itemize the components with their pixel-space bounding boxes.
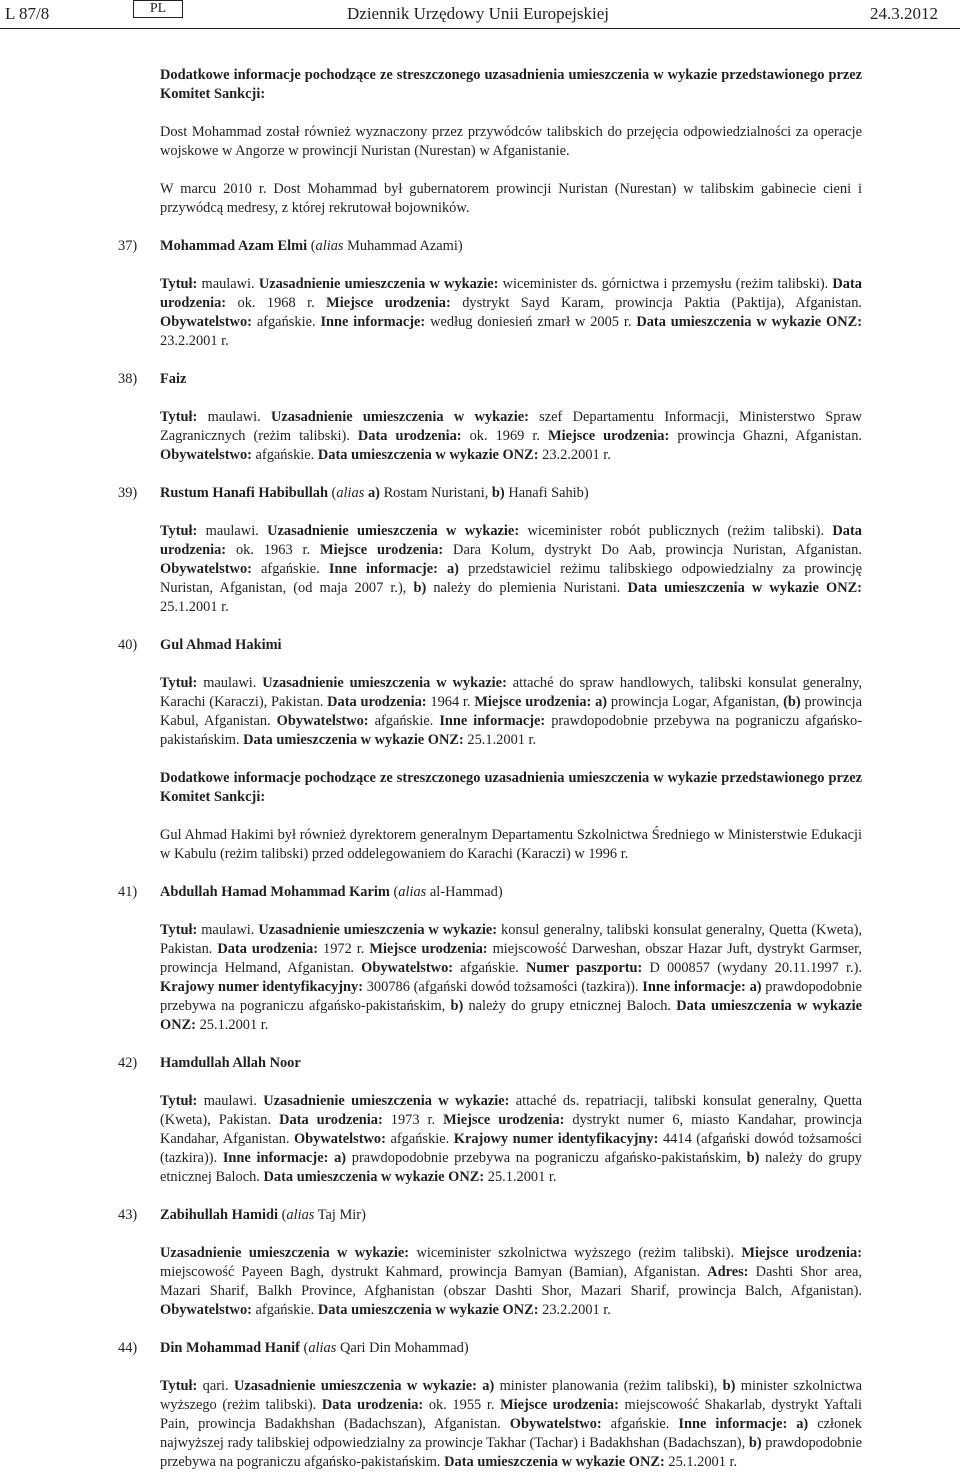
- field-label: Data urodzenia:: [357, 428, 462, 444]
- field-value: ok. 1968 r.: [237, 295, 315, 311]
- field-value: al-Hammad: [429, 884, 498, 900]
- field-label: Miejsce urodzenia:: [741, 1245, 863, 1261]
- field-label: Tytuł:: [160, 1093, 198, 1109]
- field-label: Obywatelstwo:: [160, 1302, 252, 1318]
- field-value: 1972 r.: [323, 941, 365, 957]
- field-value: miejscowość Payeen Bagh, dystrukt Kahmard, prowincja Bamyan (Bamian), Afganistan.: [160, 1264, 701, 1280]
- field-label: Krajowy numer identyfikacyjny:: [160, 979, 364, 995]
- additional-info-heading: Dodatkowe informacje pochodzące ze streszczonego uzasadnienia umieszczenia w wykazie przedstawionego przez Komitet Sankcji:: [160, 67, 862, 102]
- field-value: dystrykt numer 6, miasto Kandahar, prowincja Kandahar, Afganistan.: [160, 1112, 862, 1147]
- field-label: Miejsce urodzenia:: [474, 694, 592, 710]
- field-label: Inne informacje:: [320, 314, 426, 330]
- field-label: Miejsce urodzenia:: [443, 1112, 565, 1128]
- field-label: Inne informacje:: [328, 561, 438, 577]
- field-value: maulawi.: [207, 409, 261, 425]
- entry-number: 37): [118, 238, 138, 254]
- page-reference: L 87/8: [5, 4, 50, 23]
- field-label: Inne informacje:: [222, 1150, 329, 1166]
- field-value: attaché do spraw handlowych, talibski konsulat generalny, Karachi (Karaczi), Pakistan.: [160, 675, 862, 710]
- field-value: afgańskie.: [255, 1302, 315, 1318]
- field-label: Data umieszczenia w wykazie ONZ:: [317, 1302, 539, 1318]
- field-value: członek najwyższej rady talibskiej odpowiedzialny za prowincje Takhar (Tachar) i Badakhshan (Badachszan),: [160, 1416, 862, 1451]
- field-label: a): [749, 979, 762, 995]
- additional-info-heading: Dodatkowe informacje pochodzące ze streszczonego uzasadnienia umieszczenia w wykazie przedstawionego przez Komitet Sankcji:: [160, 770, 862, 805]
- field-value: Rostam Nuristani,: [383, 485, 489, 501]
- field-value: maulawi.: [205, 523, 259, 539]
- entry-name: Gul Ahmad Hakimi: [160, 637, 282, 653]
- field-value: wiceminister szkolnictwa wyższego (reżim talibski).: [416, 1245, 735, 1261]
- entry-details: [160, 408, 862, 465]
- field-label: a): [334, 1150, 347, 1166]
- field-value: minister planowania (reżim talibski),: [499, 1378, 718, 1394]
- field-label: a): [796, 1416, 809, 1432]
- field-label: Data urodzenia:: [160, 276, 862, 311]
- field-value: afgańskie.: [460, 960, 519, 976]
- entry-name: Din Mohammad Hanif: [160, 1340, 300, 1356]
- field-label: Uzasadnienie umieszczenia w wykazie:: [267, 523, 520, 539]
- entry-details: [160, 275, 862, 351]
- field-value: prowincja Ghazni, Afganistan.: [677, 428, 862, 444]
- field-value: ok. 1963 r.: [235, 542, 311, 558]
- field-value: D 000857 (wydany 20.11.1997 r.).: [649, 960, 862, 976]
- field-value: szef Departamentu Informacji, Ministerstwo Spraw Zagranicznych (reżim talibski).: [160, 409, 862, 444]
- entry-name: Zabihullah Hamidi: [160, 1207, 278, 1223]
- field-label: Data umieszczenia w wykazie ONZ:: [636, 314, 862, 330]
- field-label: Uzasadnienie umieszczenia w wykazie:: [160, 1245, 410, 1261]
- entry-number: 43): [118, 1207, 138, 1223]
- field-value: prawdopodobnie przebywa na pograniczu afgańsko-pakistańskim,: [160, 979, 863, 1014]
- field-value: attaché ds. repatriacji, talibski konsulat generalny, Quetta (Kweta), Pakistan.: [160, 1093, 863, 1128]
- entry-name: Faiz: [160, 371, 187, 387]
- field-label: Data urodzenia:: [327, 694, 427, 710]
- field-value: 25.1.2001 r.: [199, 1017, 269, 1033]
- field-label: b): [722, 1378, 736, 1394]
- field-label: Adres:: [707, 1264, 749, 1280]
- document-body: [0, 66, 960, 1472]
- entry-number: 39): [118, 485, 138, 501]
- header-rule: [0, 28, 960, 29]
- field-label: a): [446, 561, 459, 577]
- field-label: a): [482, 1378, 495, 1394]
- entry-details: [160, 921, 862, 1035]
- alias-label: alias: [315, 238, 344, 254]
- field-value: należy do grupy etnicznej Baloch.: [468, 998, 671, 1014]
- entry-number: 40): [118, 637, 138, 653]
- entry-title: [0, 237, 960, 256]
- intro-paragraph-2: W marcu 2010 r. Dost Mohammad był gubernatorem prowincji Nuristan (Nurestan) w talibskim gabinecie cieni i przywódcą medresy, z której rekrutował bojowników.: [160, 181, 862, 216]
- entry-title: [0, 1206, 960, 1225]
- field-value: ok. 1969 r.: [469, 428, 540, 444]
- field-value: przedstawiciel reżimu talibskiego odpowiedzialny za prowincję Nuristan, Afganistan, (od maja 2007 r.),: [160, 561, 862, 596]
- field-label: Uzasadnienie umieszczenia w wykazie:: [262, 675, 507, 691]
- field-label: Uzasadnienie umieszczenia w wykazie:: [258, 922, 498, 938]
- field-value: należy do plemienia Nuristani.: [433, 580, 621, 596]
- field-label: Uzasadnienie umieszczenia w wykazie:: [233, 1378, 477, 1394]
- field-value: afgańskie.: [261, 561, 320, 577]
- field-value: Dara Kolum, dystrykt Do Aab, prowincja Nuristan, Afganistan.: [453, 542, 862, 558]
- field-value: afgańskie.: [255, 447, 315, 463]
- entry-number: 44): [118, 1340, 138, 1356]
- field-label: b): [413, 580, 427, 596]
- field-label: Obywatelstwo:: [160, 561, 252, 577]
- entry-title: [0, 484, 960, 503]
- field-label: alias: [308, 1340, 337, 1356]
- field-value: miejscowość Shakarlab, dystrykt Yaftali Pain, prowincja Badakhshan (Badachszan), Afganistan.: [160, 1397, 862, 1432]
- page-header: [0, 0, 960, 32]
- entry-details: [160, 1377, 862, 1472]
- field-value: prowincja Kabul, Afganistan.: [160, 694, 862, 729]
- field-value: 1973 r.: [390, 1112, 436, 1128]
- entry-title: [0, 883, 960, 902]
- field-value: 1964 r.: [430, 694, 471, 710]
- field-label: Tytuł:: [160, 276, 198, 292]
- field-value: (b): [783, 694, 801, 710]
- field-label: Data umieszczenia w wykazie ONZ:: [627, 580, 862, 596]
- field-value: 25.1.2001 r.: [467, 732, 537, 748]
- field-label: Tytuł:: [160, 1378, 198, 1394]
- field-label: b): [746, 1150, 760, 1166]
- field-label: a): [595, 694, 608, 710]
- entry-number: 38): [118, 371, 138, 387]
- field-value: dystrykt Sayd Karam, prowincja Paktia (Paktija), Afganistan.: [462, 295, 862, 311]
- field-label: Data umieszczenia w wykazie ONZ:: [243, 732, 464, 748]
- field-value: qari.: [202, 1378, 229, 1394]
- field-value: należy do grupy etnicznej Baloch.: [160, 1150, 862, 1185]
- field-label: Obywatelstwo:: [160, 447, 252, 463]
- field-label: b): [450, 998, 464, 1014]
- field-label: alias: [398, 884, 427, 900]
- entry-name-line: Abdullah Hamad Mohammad Karim (alias al-Hammad): [160, 884, 503, 900]
- field-value: wiceminister ds. górnictwa i przemysłu (reżim talibski).: [502, 276, 829, 292]
- field-value: miejscowość Darweshan, obszar Hazar Juft, dystrykt Garmser, prowincja Helmand, Afganistan.: [160, 941, 862, 976]
- field-label: Data urodzenia:: [321, 1397, 424, 1413]
- field-value: prawdopodobnie przebywa na pograniczu afgańsko-pakistańskim,: [351, 1150, 741, 1166]
- field-label: Inne informacje:: [642, 979, 746, 995]
- field-value: afgańskie.: [390, 1131, 450, 1147]
- field-label: Miejsce urodzenia:: [320, 542, 444, 558]
- field-label: Obywatelstwo:: [509, 1416, 602, 1432]
- field-value: 23.2.2001 r.: [542, 1302, 611, 1318]
- field-label: alias: [286, 1207, 315, 1223]
- field-value: maulawi.: [201, 276, 255, 292]
- field-label: Obywatelstwo:: [361, 960, 454, 976]
- field-label: Uzasadnienie umieszczenia w wykazie:: [258, 276, 499, 292]
- field-label: Data umieszczenia w wykazie ONZ:: [317, 447, 539, 463]
- field-value: ok. 1955 r.: [428, 1397, 495, 1413]
- entry-details: [160, 1244, 862, 1320]
- field-label: Data urodzenia:: [279, 1112, 383, 1128]
- field-value: Dashti Shor area, Mazari Sharif, Balkh Province, Afghanistan (obszar Dashti Shor, Mazari Sharif, prowincja Balch, Afganistan).: [160, 1264, 863, 1299]
- entry-name-line: Mohammad Azam Elmi (alias Muhammad Azami): [160, 238, 463, 254]
- field-label: Data urodzenia:: [160, 523, 862, 558]
- entry-name-line: Zabihullah Hamidi (alias Taj Mir): [160, 1207, 366, 1223]
- field-value: maulawi.: [201, 922, 255, 938]
- field-label: Data umieszczenia w wykazie ONZ:: [160, 998, 862, 1033]
- field-label: Tytuł:: [160, 675, 198, 691]
- field-label: alias: [336, 485, 365, 501]
- field-label: Miejsce urodzenia:: [500, 1397, 619, 1413]
- entry-name: Abdullah Hamad Mohammad Karim: [160, 884, 390, 900]
- journal-title: Dziennik Urzędowy Unii Europejskiej: [347, 4, 610, 23]
- field-label: Obywatelstwo:: [160, 314, 252, 330]
- field-label: Tytuł:: [160, 922, 198, 938]
- field-value: maulawi.: [203, 675, 257, 691]
- field-label: b): [491, 485, 505, 501]
- field-label: Miejsce urodzenia:: [548, 428, 670, 444]
- language-box: PL: [133, 0, 183, 18]
- field-value: 25.1.2001 r.: [160, 599, 229, 615]
- field-value: 23.2.2001 r.: [542, 447, 611, 463]
- field-value: prowincja Logar, Afganistan,: [610, 694, 780, 710]
- field-label: Miejsce urodzenia:: [369, 941, 488, 957]
- field-value: 25.1.2001 r.: [487, 1169, 557, 1185]
- field-label: Numer paszportu:: [526, 960, 643, 976]
- field-value: 25.1.2001 r.: [668, 1454, 738, 1470]
- field-label: Tytuł:: [160, 409, 198, 425]
- field-label: a): [367, 485, 380, 501]
- field-label: Miejsce urodzenia:: [326, 295, 451, 311]
- field-label: Data urodzenia:: [217, 941, 319, 957]
- entry-title: [0, 1339, 960, 1358]
- entry-number: 41): [118, 884, 138, 900]
- field-value: 4414 (afgański dowód tożsamości (tazkira)).: [160, 1131, 863, 1166]
- entry-name: Mohammad Azam Elmi: [160, 238, 308, 254]
- entry-name-line: Din Mohammad Hanif (alias Qari Din Mohammad): [160, 1340, 469, 1356]
- field-value: afgańskie.: [374, 713, 434, 729]
- field-value: maulawi.: [203, 1093, 257, 1109]
- entry-details: [160, 674, 862, 750]
- field-value: afgańskie.: [610, 1416, 670, 1432]
- entry-name: Rustum Hanafi Habibullah: [160, 485, 328, 501]
- entry-name: Hamdullah Allah Noor: [160, 1055, 301, 1071]
- field-value: Taj Mir: [317, 1207, 362, 1223]
- field-label: Obywatelstwo:: [293, 1131, 386, 1147]
- field-label: b): [748, 1435, 762, 1451]
- field-label: Data umieszczenia w wykazie ONZ:: [263, 1169, 485, 1185]
- field-label: Tytuł:: [160, 523, 198, 539]
- field-label: Inne informacje:: [439, 713, 546, 729]
- field-label: Data umieszczenia w wykazie ONZ:: [444, 1454, 665, 1470]
- entry-details: [160, 1092, 862, 1187]
- additional-info-text: Gul Ahmad Hakimi był również dyrektorem generalnym Departamentu Szkolnictwa Średniego w Ministerstwie Edukacji w Kabulu (reżim talibski) przed oddelegowaniem do Karachi (Karaczi) w 1996 r.: [160, 827, 862, 862]
- field-value: Qari Din Mohammad: [339, 1340, 464, 1356]
- field-value: afgańskie.: [256, 314, 316, 330]
- entry-title: [0, 1054, 960, 1073]
- field-value: 300786 (afgański dowód tożsamości (tazkira)).: [366, 979, 639, 995]
- field-value: według doniesień zmarł w 2005 r.: [430, 314, 632, 330]
- field-value: prawdopodobnie przebywa na pograniczu afgańsko-pakistańskim.: [160, 713, 862, 748]
- entry-title: [0, 370, 960, 389]
- entry-title: [0, 636, 960, 655]
- field-label: Inne informacje:: [678, 1416, 788, 1432]
- field-value: prawdopodobnie przebywa na pograniczu afgańsko-pakistańskim.: [160, 1435, 862, 1470]
- field-value: 23.2.2001 r.: [160, 333, 229, 349]
- publication-date: 24.3.2012: [870, 4, 938, 23]
- field-value: minister szkolnictwa wyższego (reżim talibski).: [160, 1378, 863, 1413]
- field-label: Obywatelstwo:: [276, 713, 369, 729]
- field-label: Uzasadnienie umieszczenia w wykazie:: [271, 409, 529, 425]
- field-value: konsul generalny, talibski konsulat generalny, Quetta (Kweta), Pakistan.: [160, 922, 862, 957]
- entry-number: 42): [118, 1055, 138, 1071]
- entry-name-line: Rustum Hanafi Habibullah (alias a) Rostam Nuristani, b) Hanafi Sahib): [160, 485, 589, 501]
- entry-details: [160, 522, 862, 617]
- intro-paragraph-1: Dost Mohammad został również wyznaczony przez przywódców talibskich do przejęcia odpowiedzialności za operacje wojskowe w Angorze w prowincji Nuristan (Nurestan) w Afganistanie.: [160, 124, 862, 159]
- field-label: Krajowy numer identyfikacyjny:: [453, 1131, 659, 1147]
- alias-value: Muhammad Azami: [347, 238, 458, 254]
- field-label: Uzasadnienie umieszczenia w wykazie:: [263, 1093, 510, 1109]
- field-value: Hanafi Sahib: [508, 485, 584, 501]
- field-value: wiceminister robót publicznych (reżim talibski).: [527, 523, 825, 539]
